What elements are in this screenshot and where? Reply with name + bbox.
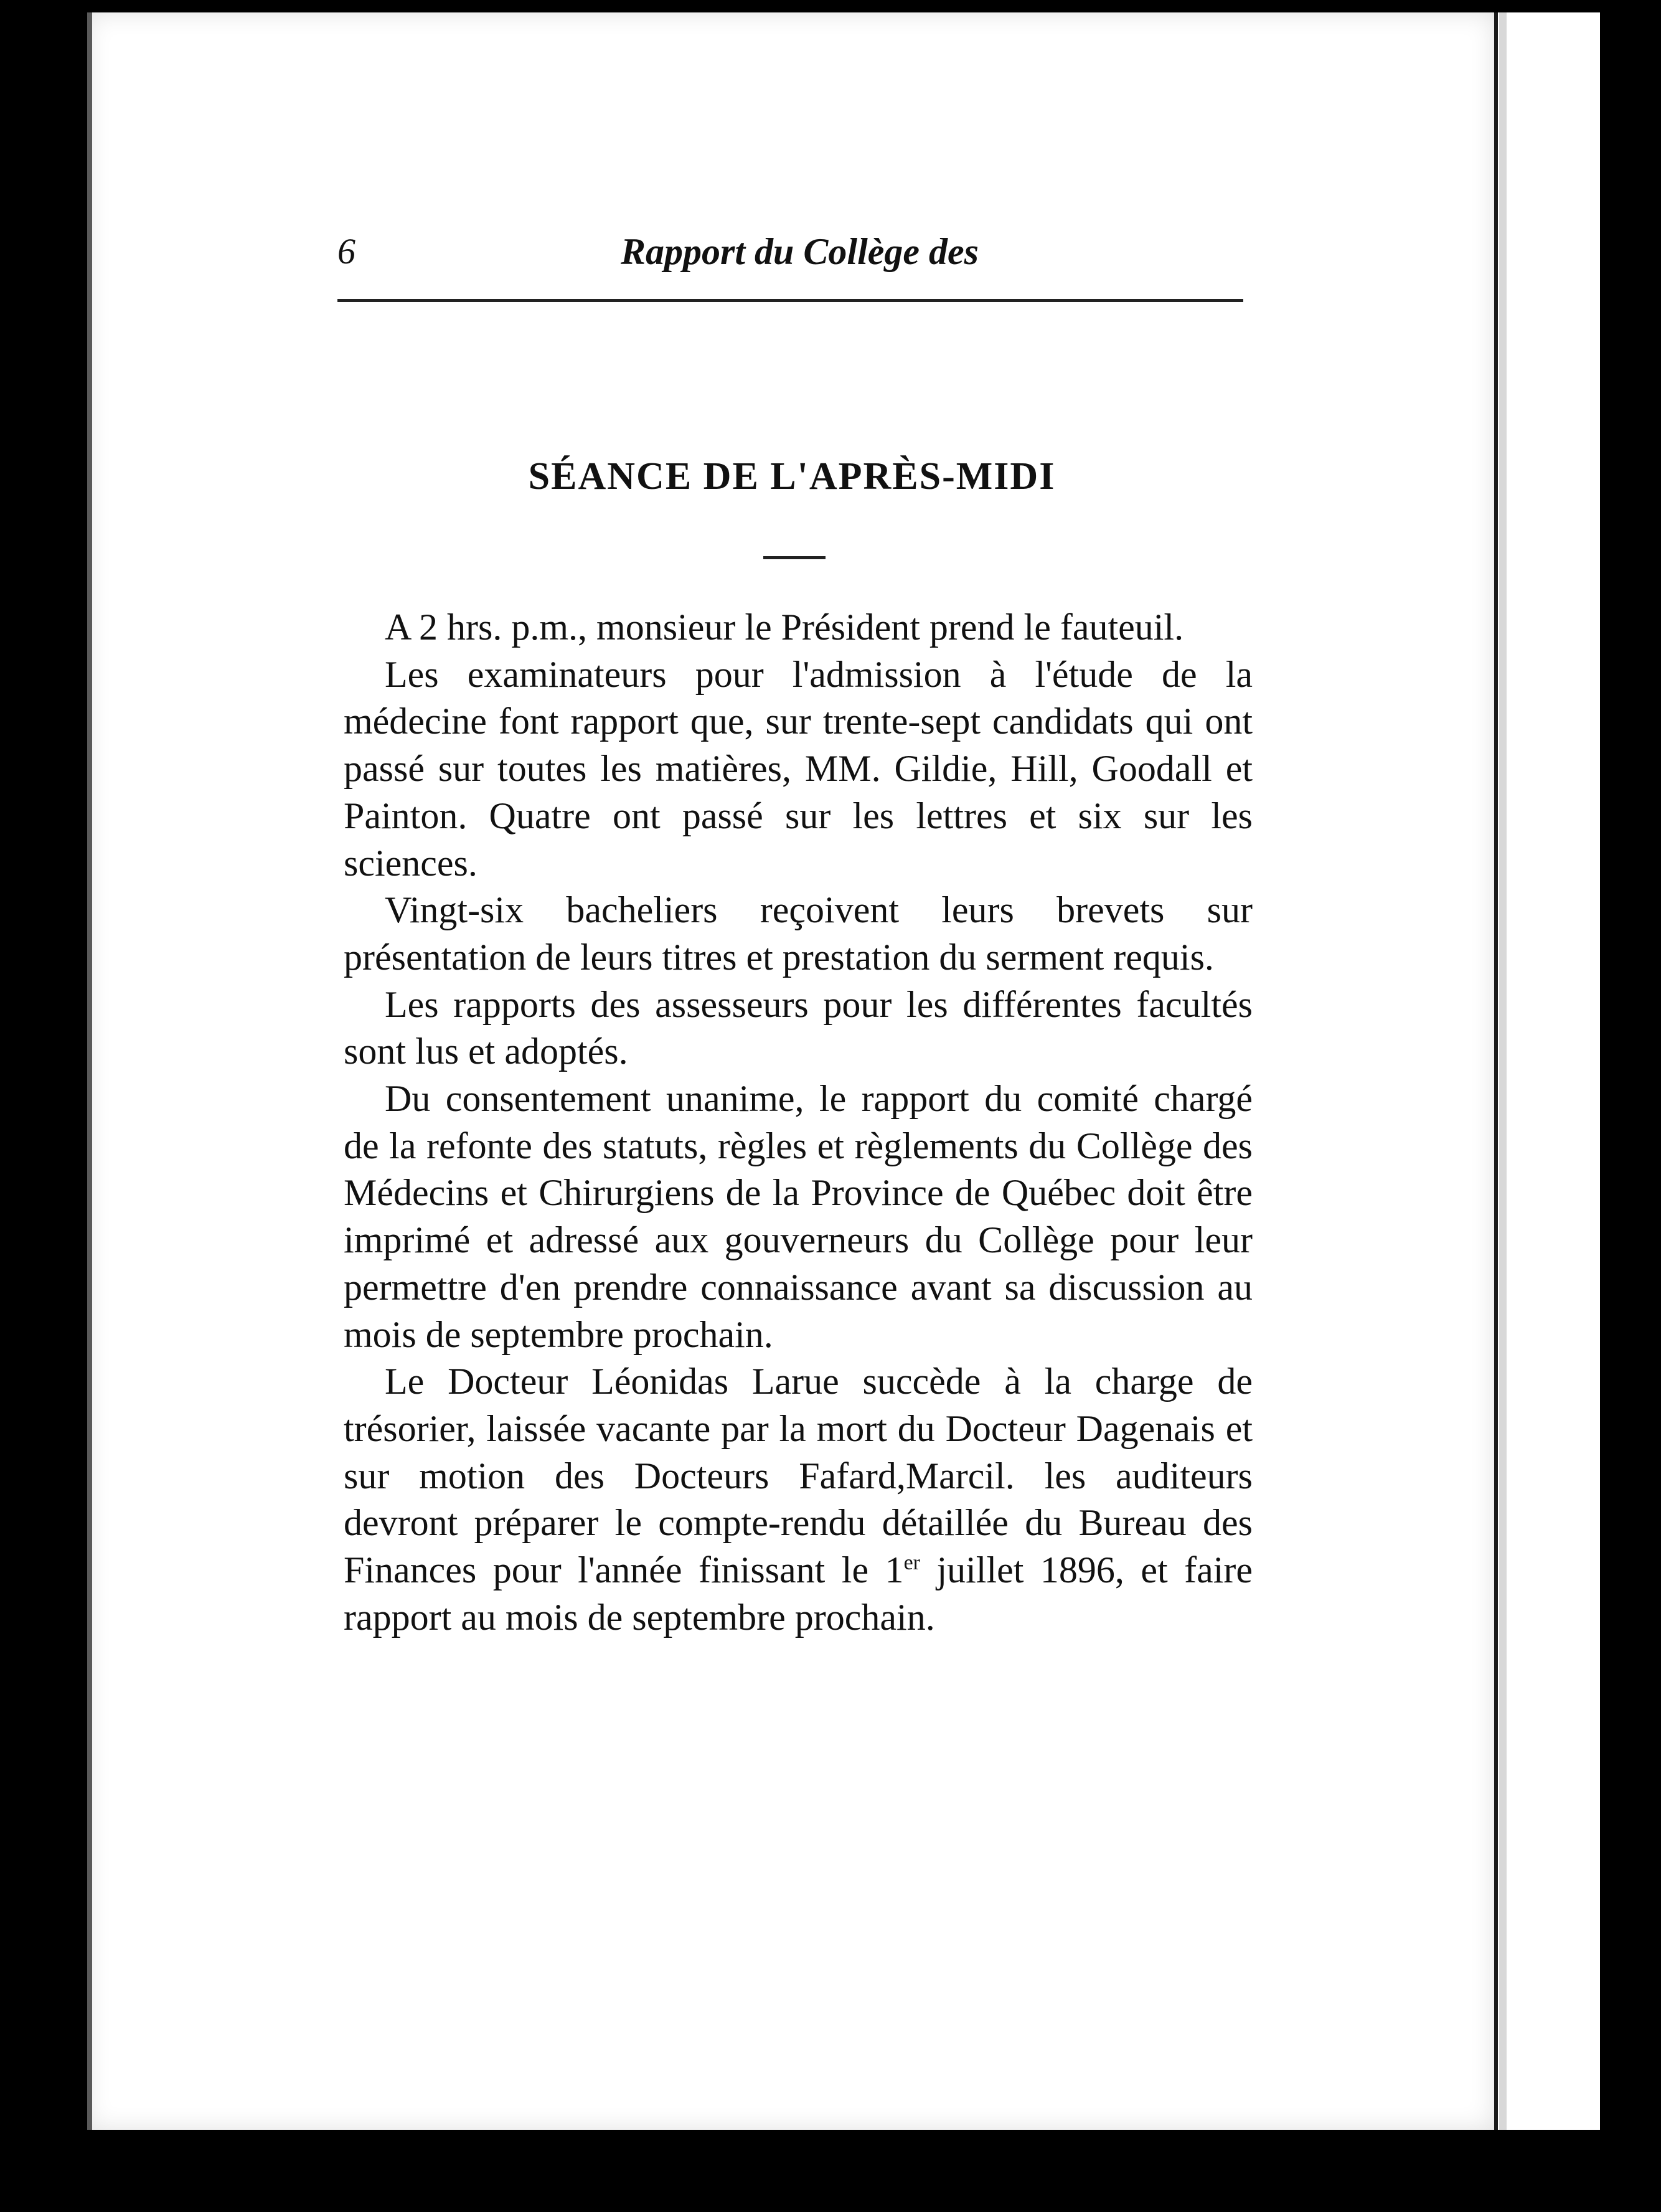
paragraph-last-start: Le Docteur Léonidas Larue succède à la charge de trésorier, laissée vacante par la mort du Docteur Dagenais et sur motion des Docteurs Fafard,Marcil. les auditeurs devront préparer le compte-rendu détaillée du Bureau des Finances pour l'année finissant le 1 (344, 1361, 1253, 1591)
adjacent-page-gutter (1499, 12, 1507, 2130)
title-rule (763, 556, 826, 559)
scan-border (1600, 12, 1661, 2130)
ordinal-superscript: er (903, 1551, 920, 1575)
page-left-edge (87, 12, 92, 2130)
header-rule (337, 299, 1243, 302)
running-head: Rapport du Collège des (621, 231, 979, 272)
paragraph-last (344, 1358, 1253, 1641)
paragraph: Du consentement unanime, le rapport du comité chargé de la refonte des statuts, règles et règlements du Collège des Médecins et Chirurgiens de la Province de Québec doit être imprimé et adressé aux gouverneurs du Collège pour leur permettre d'en prendre connaissance avant sa discussion au mois de septembre prochain. (344, 1078, 1253, 1355)
paragraph: Vingt-six bacheliers reçoivent leurs brevets sur présentation de leurs titres et prestation du serment requis. (344, 889, 1253, 978)
running-header (337, 224, 1240, 280)
page-number: 6 (337, 231, 355, 272)
paragraph: A 2 hrs. p.m., monsieur le Président prend le fauteuil. (385, 607, 1184, 648)
adjacent-page-edge (1494, 12, 1604, 2130)
body-text (344, 604, 1253, 1641)
section-title: SÉANCE DE L'APRÈS-MIDI (528, 455, 1056, 498)
paragraph-last-end: juillet 1896, et faire rapport au mois de septembre prochain. (344, 1549, 1253, 1638)
paragraph: Les examinateurs pour l'admission à l'étude de la médecine font rapport que, sur trente-sept candidats qui ont passé sur toutes les matières, MM. Gildie, Hill, Goodall et Painton. Quatre ont passé sur les lettres et six sur les sciences. (344, 653, 1253, 884)
paragraph: Les rapports des assesseurs pour les différentes facultés sont lus et adoptés. (344, 983, 1253, 1072)
